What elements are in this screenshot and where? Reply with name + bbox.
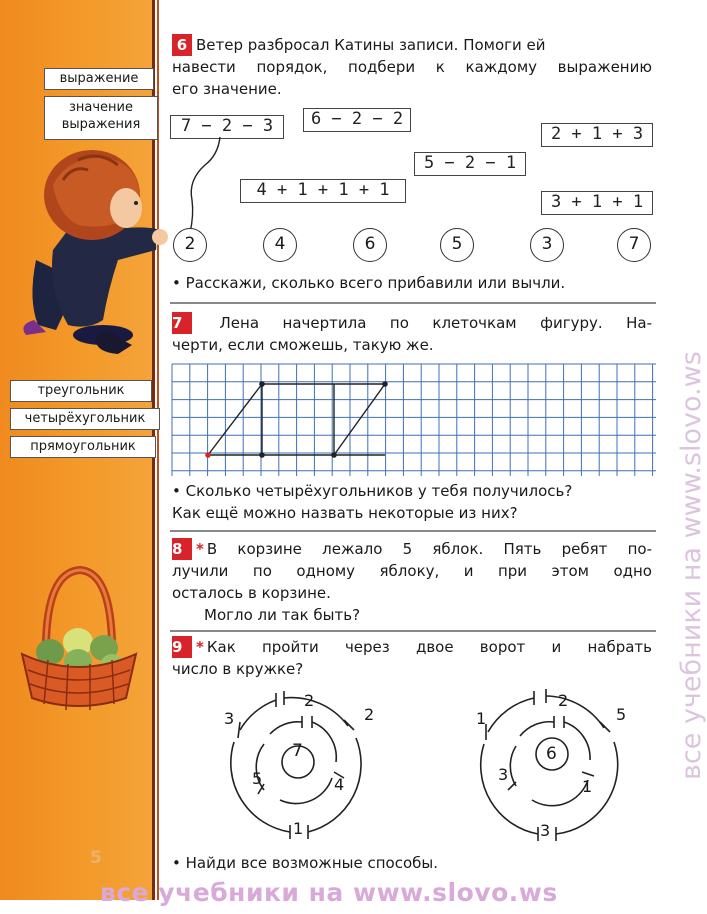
task6-line1 xyxy=(172,34,652,56)
task9-line2: число в кружке? xyxy=(172,660,304,678)
value-circle: 3 xyxy=(530,228,564,262)
connector-line xyxy=(180,135,230,235)
task8-number: 8 xyxy=(172,538,192,560)
term-expression-value: значение выражения xyxy=(44,96,158,140)
task7-line1 xyxy=(172,312,652,334)
basket-illustration xyxy=(18,562,140,712)
section-divider xyxy=(170,630,656,632)
term-triangle: треугольник xyxy=(10,380,152,402)
task9-question xyxy=(172,852,438,874)
puzzle-left-outer: 2 xyxy=(364,705,375,724)
puzzle-right-outer: 1 xyxy=(476,709,487,728)
task8-line1 xyxy=(172,538,652,560)
puzzle-right-inner: 3 xyxy=(498,765,509,784)
bullet: • xyxy=(172,854,186,872)
puzzle-left-inner: 4 xyxy=(334,775,345,794)
task8-star: * xyxy=(196,540,204,558)
puzzle-right-inner: 1 xyxy=(582,777,593,796)
term-rectangle: прямоугольник xyxy=(10,436,156,458)
puzzle-left-inner: 5 xyxy=(252,769,263,788)
task8-text1: В корзине лежало 5 яблок. Пять ребят по- xyxy=(206,540,652,558)
expression-card: 2 + 1 + 3 xyxy=(541,123,653,147)
task6-text1: Ветер разбросал Катины записи. Помоги ей xyxy=(196,36,546,54)
task9-number: 9 xyxy=(172,636,192,658)
girl-illustration xyxy=(8,140,173,365)
task8-line2: лучили по одному яблоку, и при этом одно xyxy=(172,562,652,580)
bullet: • xyxy=(172,274,186,292)
task6-number: 6 xyxy=(172,34,192,56)
bullet: • xyxy=(172,482,186,500)
term-quadrilateral: четырёхугольник xyxy=(10,408,160,430)
task9-line1 xyxy=(172,636,652,658)
value-circle: 2 xyxy=(173,228,207,262)
task6-line2: навести порядок, подбери к каждому выражению xyxy=(172,58,652,76)
task7-question1 xyxy=(172,480,572,502)
task6-question-text: Расскажи, сколько всего прибавили или вычли. xyxy=(185,274,566,292)
puzzle-right-inner: 2 xyxy=(558,691,569,710)
task7-question2: Как ещё можно назвать некоторые из них? xyxy=(172,504,518,522)
task7-question1-text: Сколько четырёхугольников у тебя получилось? xyxy=(185,482,573,500)
puzzle-left-outer: 3 xyxy=(224,709,235,728)
task8-line3: осталось в корзине. xyxy=(172,584,331,602)
task7-number: 7 xyxy=(172,312,192,334)
section-divider xyxy=(170,302,656,304)
task8-line4: Могло ли так быть? xyxy=(204,606,361,624)
puzzle-right-outer: 5 xyxy=(616,705,627,724)
grid-figure xyxy=(172,364,656,476)
puzzle-left-outer: 1 xyxy=(293,819,304,838)
task7-text1: Лена начертила по клеточкам фигуру. На- xyxy=(219,314,652,332)
puzzle-left-inner: 2 xyxy=(304,691,315,710)
watermark-side: все учебники на www.slovo.ws xyxy=(676,351,707,780)
expression-card: 5 − 2 − 1 xyxy=(414,152,526,176)
value-circle: 4 xyxy=(263,228,297,262)
expression-card: 3 + 1 + 1 xyxy=(541,191,653,215)
value-circle: 6 xyxy=(353,228,387,262)
expression-card: 6 − 2 − 2 xyxy=(303,108,411,132)
task6-line3: его значение. xyxy=(172,80,282,98)
watermark-bottom: все учебники на www.slovo.ws xyxy=(100,878,558,907)
puzzle-right-outer: 3 xyxy=(540,821,551,840)
task9-star: * xyxy=(196,638,204,656)
value-circle: 7 xyxy=(617,228,651,262)
term-expression: выражение xyxy=(44,68,154,90)
gates-puzzle-right xyxy=(472,686,632,846)
value-circle: 5 xyxy=(440,228,474,262)
task7-line2: черти, если сможешь, такую же. xyxy=(172,336,434,354)
task6-question xyxy=(172,272,565,294)
task9-question-text: Найди все возможные способы. xyxy=(185,854,438,872)
puzzle-left-center: 7 xyxy=(292,741,303,761)
page-number: 5 xyxy=(90,848,102,868)
expression-card: 4 + 1 + 1 + 1 xyxy=(240,179,406,203)
puzzle-right-center: 6 xyxy=(546,744,557,764)
expression-card: 7 − 2 − 3 xyxy=(170,115,284,139)
task9-text1: Как пройти через двое ворот и набрать xyxy=(206,638,652,656)
section-divider xyxy=(170,530,656,532)
